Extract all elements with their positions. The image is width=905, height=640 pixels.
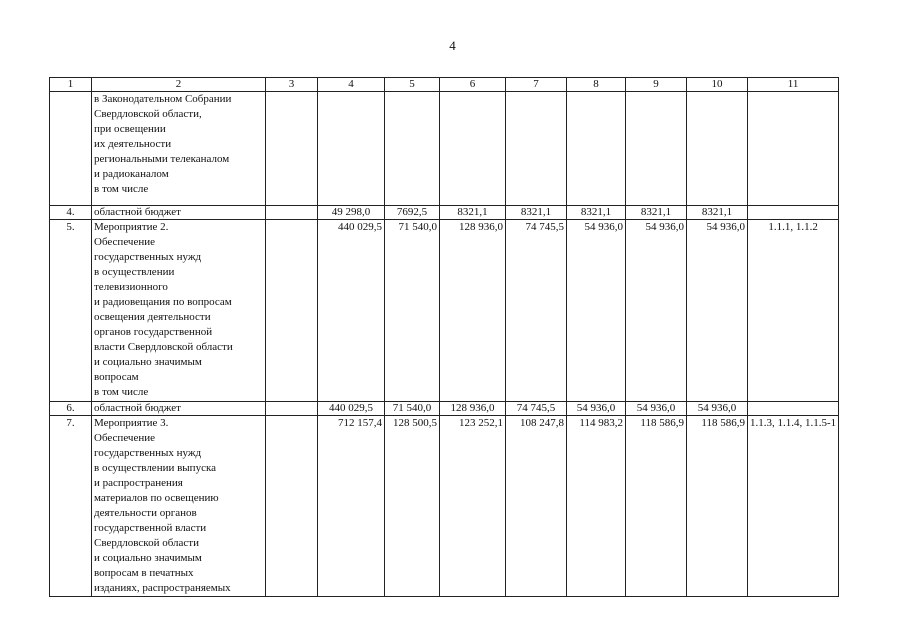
header-cell: 9 xyxy=(626,78,687,92)
target-codes-cell xyxy=(748,92,839,206)
value-cell: 54 936,0 xyxy=(567,220,626,402)
header-cell: 6 xyxy=(440,78,506,92)
row-name xyxy=(92,92,266,206)
row-number: 4. xyxy=(50,206,92,220)
row-name-line: их деятельности xyxy=(94,138,172,150)
value-cell: 7692,5 xyxy=(385,206,440,220)
program-table xyxy=(49,77,839,597)
row-name-line: органов государственной xyxy=(94,326,213,338)
row-name-line: Мероприятие 3. xyxy=(94,417,169,429)
header-cell: 2 xyxy=(92,78,266,92)
header-cell: 4 xyxy=(318,78,385,92)
col3-cell xyxy=(266,416,318,597)
row-name-line: и социально значимым xyxy=(94,552,202,564)
row-name-line: в осуществлении выпуска xyxy=(94,462,217,474)
value-cell xyxy=(506,92,567,206)
table-row xyxy=(50,220,839,402)
row-name-line: Обеспечение xyxy=(94,432,155,444)
value-cell: 71 540,0 xyxy=(385,220,440,402)
row-name-line: при освещении xyxy=(94,123,166,135)
value-cell: 49 298,0 xyxy=(318,206,385,220)
row-name-line: в осуществлении xyxy=(94,266,175,278)
row-name-line: изданиях, распространяемых xyxy=(94,582,231,594)
value-cell: 118 586,9 xyxy=(687,416,748,597)
header-cell: 3 xyxy=(266,78,318,92)
value-cell: 71 540,0 xyxy=(385,402,440,416)
row-name-line: государственных нужд xyxy=(94,251,202,263)
value-cell xyxy=(385,92,440,206)
row-name-line: телевизионного xyxy=(94,281,168,293)
value-cell xyxy=(687,92,748,206)
row-name-line: областной бюджет xyxy=(94,206,181,218)
row-number xyxy=(50,92,92,206)
row-name-line: Мероприятие 2. xyxy=(94,221,169,233)
row-name-line: государственных нужд xyxy=(94,447,202,459)
header-cell: 7 xyxy=(506,78,567,92)
value-cell: 54 936,0 xyxy=(626,220,687,402)
value-cell: 8321,1 xyxy=(687,206,748,220)
row-name-line: областной бюджет xyxy=(94,402,181,414)
col3-cell xyxy=(266,220,318,402)
value-cell: 8321,1 xyxy=(440,206,506,220)
row-name xyxy=(92,206,266,220)
row-name xyxy=(92,220,266,402)
value-cell xyxy=(567,92,626,206)
row-number: 7. xyxy=(50,416,92,597)
value-cell: 114 983,2 xyxy=(567,416,626,597)
row-name-line: и радиоканалом xyxy=(94,168,169,180)
header-row xyxy=(50,78,839,92)
value-cell: 54 936,0 xyxy=(626,402,687,416)
value-cell: 8321,1 xyxy=(567,206,626,220)
value-cell xyxy=(626,92,687,206)
value-cell: 118 586,9 xyxy=(626,416,687,597)
row-number: 5. xyxy=(50,220,92,402)
target-codes-cell: 1.1.3, 1.1.4, 1.1.5-1 xyxy=(748,416,839,597)
header-cell: 1 xyxy=(50,78,92,92)
value-cell: 128 500,5 xyxy=(385,416,440,597)
value-cell: 74 745,5 xyxy=(506,220,567,402)
row-name-line: деятельности органов xyxy=(94,507,197,519)
target-codes-cell xyxy=(748,206,839,220)
value-cell: 440 029,5 xyxy=(318,402,385,416)
row-name-line: вопросам xyxy=(94,371,139,383)
value-cell: 54 936,0 xyxy=(687,220,748,402)
table-row xyxy=(50,206,839,220)
value-cell: 8321,1 xyxy=(626,206,687,220)
value-cell: 74 745,5 xyxy=(506,402,567,416)
col3-cell xyxy=(266,206,318,220)
target-codes-cell: 1.1.1, 1.1.2 xyxy=(748,220,839,402)
value-cell: 54 936,0 xyxy=(687,402,748,416)
row-number: 6. xyxy=(50,402,92,416)
value-cell: 123 252,1 xyxy=(440,416,506,597)
header-cell: 11 xyxy=(748,78,839,92)
row-name-line: вопросам в печатных xyxy=(94,567,194,579)
row-name xyxy=(92,416,266,597)
value-cell: 440 029,5 xyxy=(318,220,385,402)
row-name-line: Свердловской области xyxy=(94,537,199,549)
header-cell: 5 xyxy=(385,78,440,92)
value-cell: 712 157,4 xyxy=(318,416,385,597)
row-name-line: и распространения xyxy=(94,477,183,489)
value-cell: 8321,1 xyxy=(506,206,567,220)
value-cell xyxy=(318,92,385,206)
value-cell: 54 936,0 xyxy=(567,402,626,416)
row-name xyxy=(92,402,266,416)
value-cell xyxy=(440,92,506,206)
header-cell: 10 xyxy=(687,78,748,92)
row-name-line: и социально значимым xyxy=(94,356,202,368)
target-codes-cell xyxy=(748,402,839,416)
table-row xyxy=(50,416,839,597)
row-name-line: в Законодательном Собрании xyxy=(94,93,232,105)
row-name-line: в том числе xyxy=(94,183,149,195)
header-cell: 8 xyxy=(567,78,626,92)
col3-cell xyxy=(266,92,318,206)
col3-cell xyxy=(266,402,318,416)
value-cell: 128 936,0 xyxy=(440,220,506,402)
table-row xyxy=(50,402,839,416)
row-name-line: государственной власти xyxy=(94,522,207,534)
row-name-line: Обеспечение xyxy=(94,236,155,248)
row-name-line: освещения деятельности xyxy=(94,311,211,323)
page-number: 4 xyxy=(449,38,456,53)
row-name-line: в том числе xyxy=(94,386,149,398)
row-name-line: региональными телеканалом xyxy=(94,153,230,165)
row-name-line: материалов по освещению xyxy=(94,492,219,504)
value-cell: 108 247,8 xyxy=(506,416,567,597)
row-name-line: и радиовещания по вопросам xyxy=(94,296,232,308)
row-name-line: власти Свердловской области xyxy=(94,341,233,353)
table-row xyxy=(50,92,839,206)
row-name-line: Свердловской области, xyxy=(94,108,202,120)
value-cell: 128 936,0 xyxy=(440,402,506,416)
